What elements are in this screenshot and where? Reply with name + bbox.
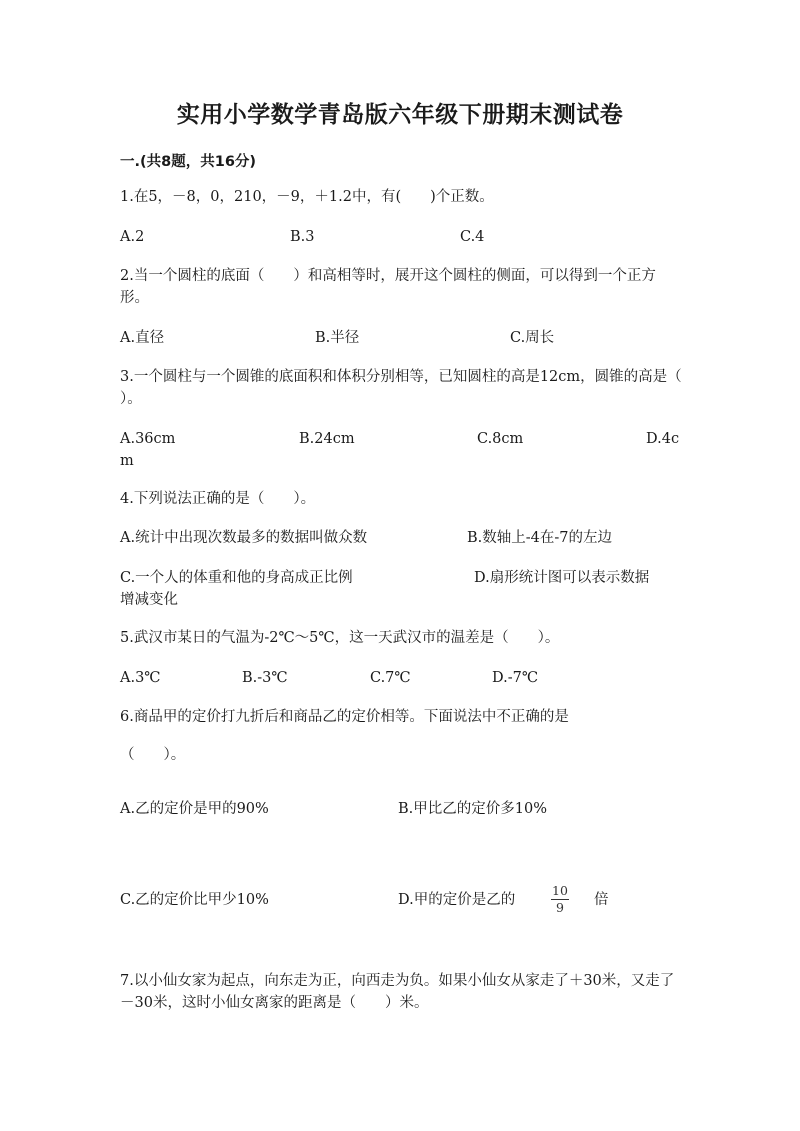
q6-option-b: B.甲比乙的定价多10%	[398, 801, 547, 817]
q4-option-b: B.数轴上-4在-7的左边	[467, 530, 613, 546]
q6-option-d-fraction	[549, 884, 571, 915]
section-heading: 一.(共8题，共16分)	[120, 154, 257, 170]
q6-option-c: C.乙的定价比甲少10%	[120, 892, 269, 908]
q3-option-b: B.24cm	[299, 431, 355, 447]
q5-option-a: A.3℃	[120, 670, 161, 686]
q1-option-a: A.2	[120, 229, 145, 245]
page-title: 实用小学数学青岛版六年级下册期末测试卷	[176, 102, 624, 128]
q6-stem-line1: 6.商品甲的定价打九折后和商品乙的定价相等。下面说法中不正确的是	[120, 709, 569, 725]
q3-option-a: A.36cm	[120, 431, 176, 447]
q6-option-d-prefix: D.甲的定价是乙的	[398, 892, 516, 908]
fraction-numerator: 10	[552, 883, 568, 898]
q4-option-a: A.统计中出现次数最多的数据叫做众数	[120, 530, 368, 546]
q5-stem: 5.武汉市某日的气温为-2℃～5℃，这一天武汉市的温差是（ ）。	[120, 630, 560, 646]
q3-option-d-line2: m	[120, 453, 134, 469]
q2-option-b: B.半径	[315, 330, 360, 346]
q6-option-a: A.乙的定价是甲的90%	[120, 801, 269, 817]
q2-option-a: A.直径	[120, 330, 165, 346]
q2-option-c: C.周长	[510, 330, 555, 346]
q6-stem-line2: （ ）。	[120, 747, 186, 763]
fraction-denominator: 9	[556, 900, 564, 915]
q3-option-c: C.8cm	[477, 431, 524, 447]
q7-stem: 7.以小仙女家为起点，向东走为正，向西走为负。如果小仙女从家走了＋30米，又走了－30米，这时小仙女离家的距离是（ ）米。	[120, 973, 675, 1011]
q4-option-d-line1: D.扇形统计图可以表示数据	[474, 570, 650, 586]
q5-option-d: D.-7℃	[492, 670, 539, 686]
q5-option-b: B.-3℃	[242, 670, 288, 686]
q4-stem: 4.下列说法正确的是（ ）。	[120, 491, 316, 507]
q4-option-c: C.一个人的体重和他的身高成正比例	[120, 570, 353, 586]
q6-option-d-suffix: 倍	[594, 892, 609, 908]
q1-option-b: B.3	[290, 229, 315, 245]
q1-option-c: C.4	[460, 229, 485, 245]
q3-option-d-line1: D.4c	[646, 431, 680, 447]
q1-stem: 1.在5，－8，0，210，－9，＋1.2中，有( )个正数。	[120, 189, 494, 205]
q2-stem: 2.当一个圆柱的底面（ ）和高相等时，展开这个圆柱的侧面，可以得到一个正方形。	[120, 268, 656, 306]
q5-option-c: C.7℃	[370, 670, 411, 686]
q3-stem: 3.一个圆柱与一个圆锥的底面积和体积分别相等，已知圆柱的高是12cm，圆锥的高是（ ）。	[120, 369, 711, 407]
q4-option-d-line2: 增减变化	[120, 592, 178, 608]
